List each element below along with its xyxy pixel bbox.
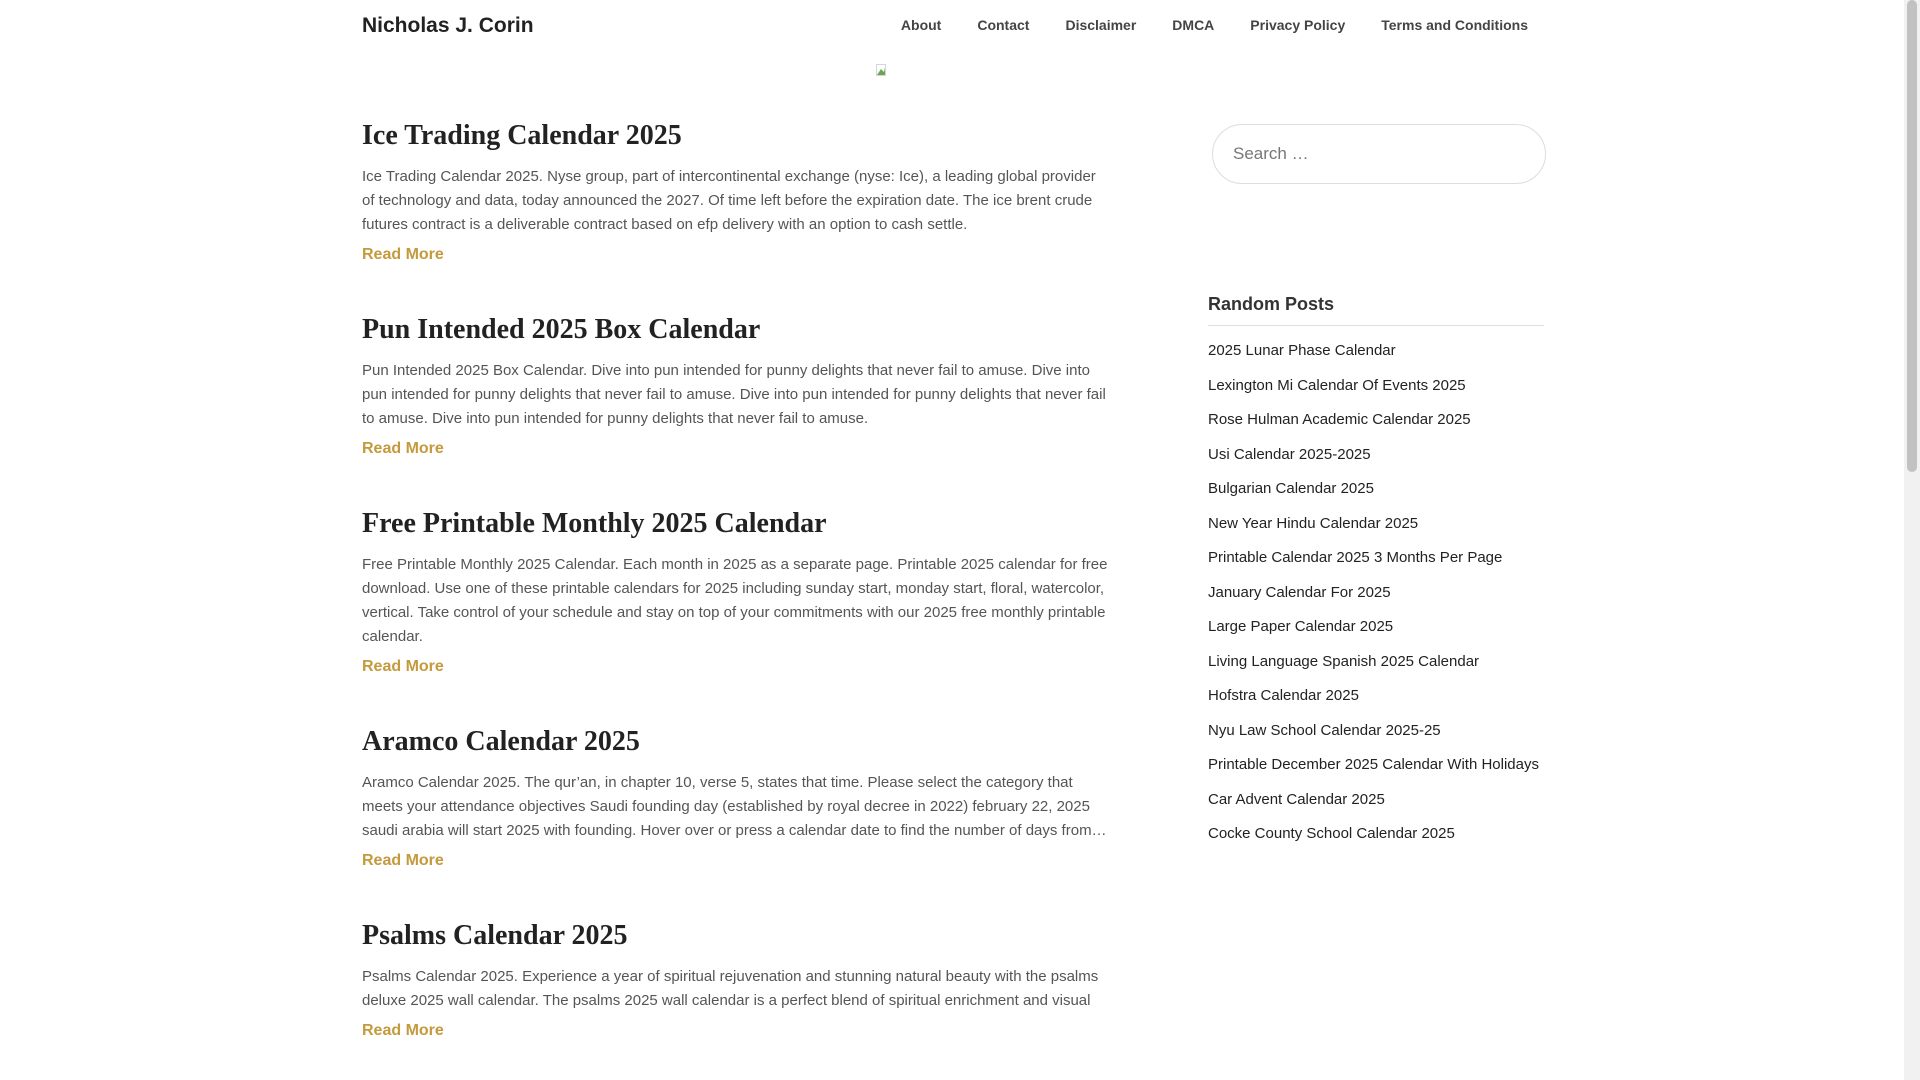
post-excerpt: Pun Intended 2025 Box Calendar. Dive into pun intended for punny delights that never fail to amuse. Dive into pun intended for punny delights that never fail to amuse. Dive into pun intended for punny delights that never fail to amuse. Dive into pun intended for punny delights that never fail to amuse.: [362, 362, 1106, 427]
post-item: [362, 918, 1110, 1040]
broken-image-icon: [876, 64, 886, 76]
post-item: [362, 724, 1110, 870]
random-posts-list: [1208, 342, 1544, 860]
nav-privacy-policy[interactable]: Privacy Policy: [1250, 17, 1346, 33]
list-item: [1208, 687, 1544, 722]
random-post-link[interactable]: Bulgarian Calendar 2025: [1208, 480, 1374, 497]
random-post-link[interactable]: Cocke County School Calendar 2025: [1208, 825, 1455, 842]
post-item: [362, 506, 1110, 676]
random-post-link[interactable]: Car Advent Calendar 2025: [1208, 790, 1385, 808]
random-post-link[interactable]: 2025 Lunar Phase Calendar: [1208, 342, 1396, 359]
main-nav: [883, 17, 1528, 33]
sidebar: [1208, 124, 1544, 860]
search-input[interactable]: [1212, 124, 1546, 184]
post-title[interactable]: Free Printable Monthly 2025 Calendar: [362, 508, 827, 539]
nav-terms-and-conditions[interactable]: Terms and Conditions: [1381, 17, 1528, 33]
random-post-link[interactable]: Lexington Mi Calendar Of Events 2025: [1208, 376, 1466, 394]
random-post-link[interactable]: Hofstra Calendar 2025: [1208, 687, 1359, 704]
list-item: [1208, 722, 1544, 757]
random-post-link[interactable]: New Year Hindu Calendar 2025: [1208, 514, 1419, 532]
random-post-link[interactable]: Usi Calendar 2025-2025: [1208, 445, 1371, 463]
post-excerpt: Free Printable Monthly 2025 Calendar. Each month in 2025 as a separate page. Printable 2025 calendar for free download. Use one of these printable calendars for 2025 including sunday start, monday start, floral, watercolor, vertical. Take control of your schedule and stay on top of your commitments with our 2025 free monthly printable calendar.: [362, 556, 1108, 645]
post-excerpt: Aramco Calendar 2025. The qur’an, in chapter 10, verse 5, states that time. Please select the category that meets your attendance objectives Saudi founding day (established by royal decree in 2022) february 22, 2025 saudi arabia will start 2025 with founding. Hover over or press a calendar date to find the number of days from…: [362, 774, 1107, 839]
list-item: [1208, 549, 1544, 584]
read-more-link[interactable]: Read More: [362, 246, 444, 263]
read-more-link[interactable]: Read More: [362, 658, 444, 675]
post-title[interactable]: Pun Intended 2025 Box Calendar: [362, 314, 761, 345]
list-item: [1208, 377, 1544, 412]
post-title[interactable]: Aramco Calendar 2025: [362, 726, 640, 757]
site-header: [0, 0, 1904, 52]
random-post-link[interactable]: Living Language Spanish 2025 Calendar: [1208, 652, 1480, 670]
list-item: [1208, 342, 1544, 377]
random-post-link[interactable]: Large Paper Calendar 2025: [1208, 618, 1394, 635]
random-post-link[interactable]: Nyu Law School Calendar 2025-25: [1208, 721, 1441, 739]
scrollbar-thumb[interactable]: [1907, 0, 1917, 472]
list-item: [1208, 756, 1544, 791]
random-post-link[interactable]: January Calendar For 2025: [1208, 583, 1391, 601]
random-post-link[interactable]: Rose Hulman Academic Calendar 2025: [1208, 411, 1471, 428]
post-item: [362, 312, 1110, 458]
list-item: [1208, 411, 1544, 446]
nav-contact[interactable]: Contact: [977, 17, 1030, 33]
nav-about[interactable]: About: [900, 17, 942, 33]
list-item: [1208, 791, 1544, 826]
random-post-link[interactable]: Printable December 2025 Calendar With Holidays: [1208, 756, 1539, 773]
list-item: [1208, 825, 1544, 860]
site-title[interactable]: Nicholas J. Corin: [362, 14, 534, 37]
random-posts-title: Random Posts: [1208, 294, 1544, 326]
nav-dmca[interactable]: DMCA: [1172, 17, 1215, 33]
list-item: [1208, 480, 1544, 515]
list-item: [1208, 584, 1544, 619]
post-list: [362, 118, 1110, 1080]
list-item: [1208, 618, 1544, 653]
post-item: [362, 118, 1110, 264]
list-item: [1208, 653, 1544, 688]
random-post-link[interactable]: Printable Calendar 2025 3 Months Per Page: [1208, 549, 1503, 566]
list-item: [1208, 515, 1544, 550]
read-more-link[interactable]: Read More: [362, 852, 444, 869]
read-more-link[interactable]: Read More: [362, 1022, 444, 1039]
post-title[interactable]: Ice Trading Calendar 2025: [362, 120, 682, 151]
read-more-link[interactable]: Read More: [362, 440, 444, 457]
post-title[interactable]: Psalms Calendar 2025: [362, 920, 628, 951]
list-item: [1208, 446, 1544, 481]
page-scrollbar[interactable]: [1904, 0, 1920, 1080]
post-excerpt: Psalms Calendar 2025. Experience a year of spiritual rejuvenation and stunning natural beauty with the psalms deluxe 2025 wall calendar. The psalms 2025 wall calendar is a perfect blend of spiritual enrichment and visual: [362, 968, 1099, 1009]
post-excerpt: Ice Trading Calendar 2025. Nyse group, part of intercontinental exchange (nyse: Ice), a leading global provider of technology and data, today announced the 2027. Of time left before the expiration date. The ice brent crude futures contract is a deliverable contract based on efp delivery with an option to cash settle.: [362, 168, 1096, 233]
nav-disclaimer[interactable]: Disclaimer: [1065, 17, 1137, 33]
